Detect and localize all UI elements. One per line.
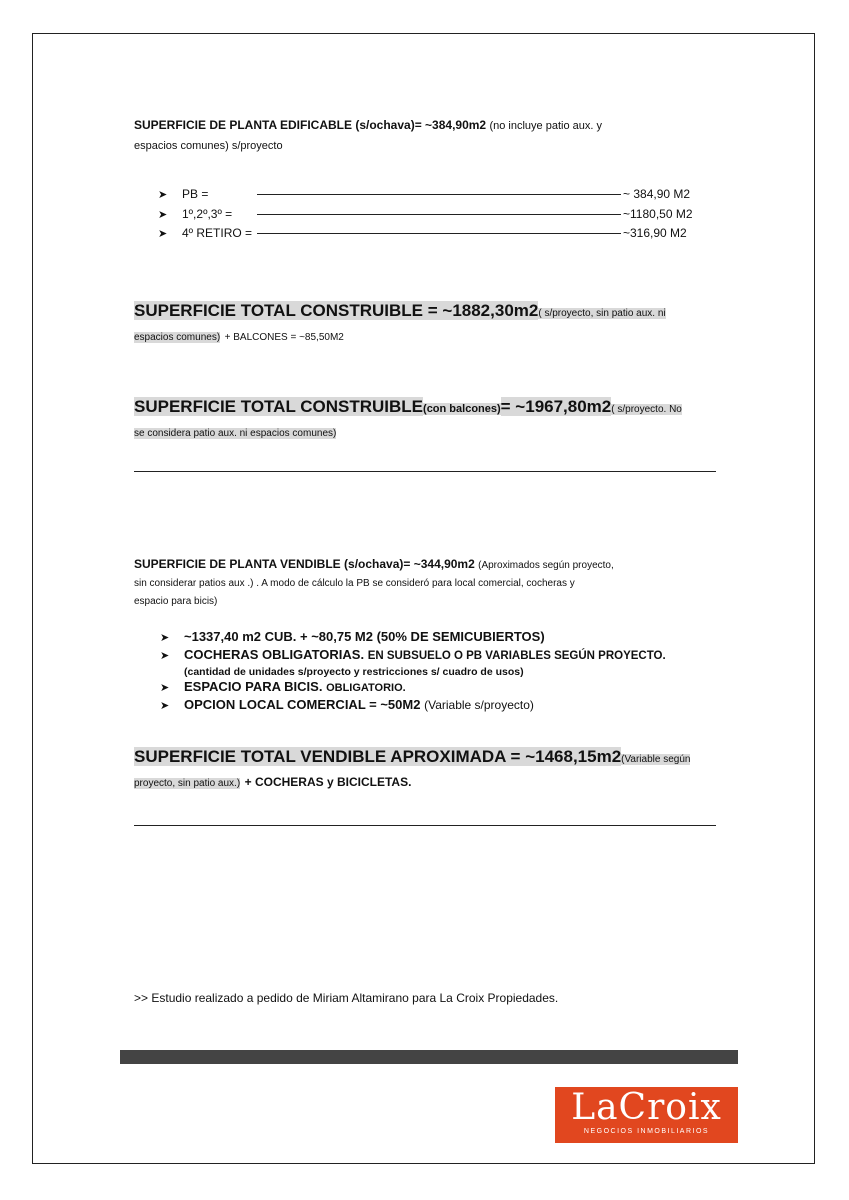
- list-item: [160, 647, 720, 665]
- sellable-surface-block: [134, 556, 719, 610]
- study-note: >> Estudio realizado a pedido de Miriam Altamirano para La Croix Propiedades.: [134, 991, 559, 1005]
- sellable-surface-note-cont: sin considerar patios aux .) . A modo de cálculo la PB se consideró para local comercial, cocheras y: [134, 578, 575, 589]
- floor-label: PB =: [182, 187, 209, 201]
- sellable-items-list: [160, 629, 720, 715]
- covered-area-item: ~1337,40 m2 CUB. + ~80,75 M2 (50% DE SEMICUBIERTOS): [184, 629, 545, 644]
- total-constructible-note: ( s/proyecto, sin patio aux. ni: [538, 308, 666, 319]
- arrow-bullet-icon: ➤: [160, 682, 170, 694]
- arrow-bullet-icon: ➤: [160, 700, 170, 712]
- sellable-surface-title: SUPERFICIE DE PLANTA VENDIBLE (s/ochava)= ~344,90m2: [134, 557, 475, 571]
- floor-breakdown-list: [158, 187, 703, 246]
- buildable-surface-block: [134, 116, 719, 156]
- total-constructible-block: [134, 300, 719, 349]
- total-balconies-note: ( s/proyecto. No: [611, 404, 682, 415]
- logo-wordmark: LaCroix: [571, 1087, 722, 1128]
- divider: [134, 825, 716, 826]
- arrow-bullet-icon: ➤: [158, 189, 168, 201]
- total-balconies-value: = ~1967,80m2: [500, 397, 612, 416]
- list-item: [160, 697, 720, 715]
- total-constructible-title: SUPERFICIE TOTAL CONSTRUIBLE = ~1882,30m2: [134, 301, 539, 320]
- bike-space-item: ESPACIO PARA BICIS.: [184, 679, 323, 694]
- total-sellable-note-cont: proyecto, sin patio aux.): [134, 778, 241, 789]
- lacroix-logo: [555, 1087, 738, 1143]
- commercial-option-detail: (Variable s/proyecto): [424, 698, 534, 712]
- leader-line: [257, 233, 621, 234]
- balconies-extra: + BALCONES = ~85,50M2: [224, 332, 344, 343]
- arrow-bullet-icon: ➤: [160, 650, 170, 662]
- divider: [134, 471, 716, 472]
- commercial-option-item: OPCION LOCAL COMERCIAL = ~50M2: [184, 697, 421, 712]
- list-item: [158, 207, 703, 227]
- arrow-bullet-icon: ➤: [158, 208, 168, 221]
- list-item: [158, 226, 703, 246]
- bike-space-detail: OBLIGATORIO.: [326, 682, 406, 694]
- total-sellable-block: [134, 746, 719, 795]
- floor-value: ~1180,50 M2: [623, 206, 693, 221]
- leader-line: [257, 194, 621, 195]
- parking-item: COCHERAS OBLIGATORIAS.: [184, 647, 365, 662]
- total-sellable-title: SUPERFICIE TOTAL VENDIBLE APROXIMADA = ~1468,15m2: [134, 747, 622, 766]
- total-balconies-note-cont: se considera patio aux. ni espacios comunes): [134, 428, 337, 439]
- buildable-surface-title: SUPERFICIE DE PLANTA EDIFICABLE (s/ochava)= ~384,90m2: [134, 118, 487, 132]
- total-sellable-note: (Variable según: [621, 754, 691, 765]
- floor-value: ~ 384,90 M2: [623, 187, 691, 201]
- total-balconies-qualifier: (con balcones): [423, 403, 501, 415]
- total-constructible-note-cont: espacios comunes): [134, 332, 221, 343]
- parking-item-detail: EN SUBSUELO O PB VARIABLES SEGÚN PROYECTO.: [367, 650, 666, 662]
- buildable-surface-note-cont: espacios comunes) s/proyecto: [134, 140, 283, 152]
- leader-line: [257, 214, 621, 215]
- buildable-surface-note: (no incluye patio aux. y: [489, 120, 602, 132]
- sellable-surface-note: (Aproximados según proyecto,: [478, 560, 614, 571]
- list-item: [160, 679, 720, 697]
- arrow-bullet-icon: ➤: [158, 228, 168, 240]
- parking-bikes-extra: + COCHERAS y BICICLETAS.: [244, 775, 412, 789]
- list-item: [160, 629, 720, 647]
- arrow-bullet-icon: ➤: [160, 632, 170, 644]
- total-balconies-title: SUPERFICIE TOTAL CONSTRUIBLE: [134, 397, 424, 416]
- footer-bar: [120, 1050, 738, 1064]
- total-with-balconies-block: [134, 396, 719, 445]
- sellable-surface-note-end: espacio para bicis): [134, 596, 218, 607]
- floor-value: ~316,90 M2: [623, 226, 687, 240]
- floor-label: 1º,2º,3º =: [182, 206, 233, 221]
- list-item: [158, 187, 703, 207]
- parking-subnote: (cantidad de unidades s/proyecto y restricciones s/ cuadro de usos): [184, 666, 524, 678]
- floor-label: 4º RETIRO =: [182, 226, 253, 240]
- logo-tagline: NEGOCIOS INMOBILIARIOS: [583, 1128, 710, 1135]
